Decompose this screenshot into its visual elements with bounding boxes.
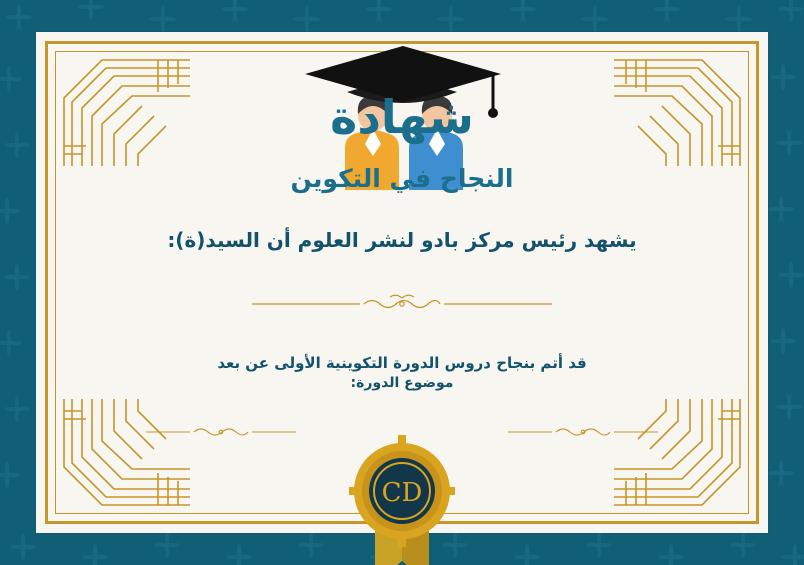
signature-line-right [508,420,658,440]
filigree-divider-ornament [364,295,440,307]
certificate-statement: يشهد رئيس مركز بادو لنشر العلوم أن السيد(ة): [167,228,637,252]
signature-line-left [146,420,296,440]
certificate-subtitle: النجاح في التكوين [290,164,514,193]
recipient-name-value [36,284,768,285]
certificate-title: شهادة [330,90,474,144]
certificate-body-line-1: قد أتم بنجاح دروس الدورة التكوينية الأولى عن بعد [217,354,587,372]
filigree-divider-ornament-right [556,429,610,435]
award-seal [347,433,457,565]
seal-monogram-text: CD [381,478,423,508]
certificate-body-line-2: موضوع الدورة: [350,375,454,391]
recipient-name-rule [252,294,552,314]
filigree-divider-ornament-left [194,429,248,435]
course-subject-value [36,396,768,397]
